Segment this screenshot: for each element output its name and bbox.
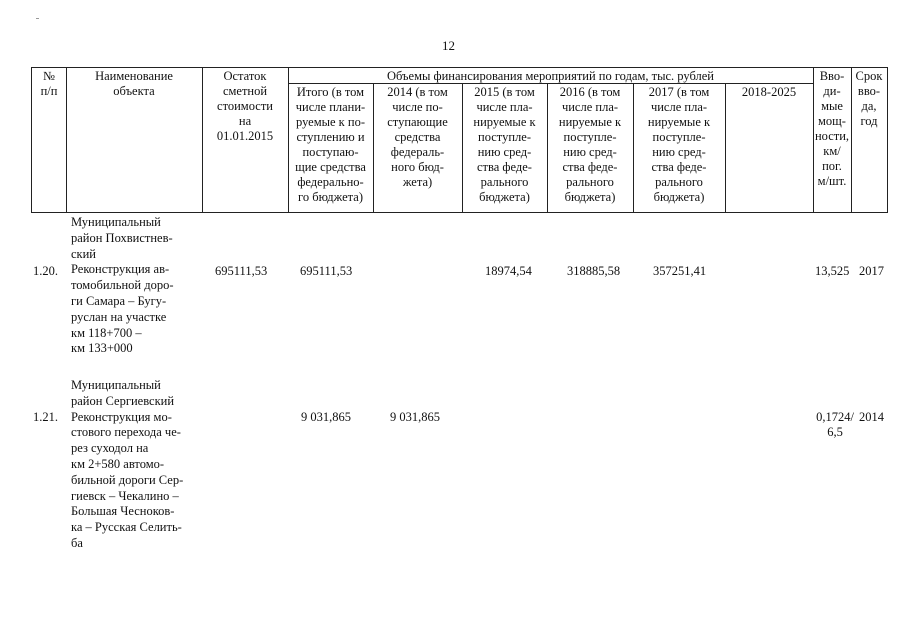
row-1-name: Муниципальный район Похвистнев- ский Реконструкция ав- томобильной доро- ги Самара – Бугу- руслан на участке км 118+700 – км 133+000 xyxy=(71,215,174,356)
scan-mark xyxy=(36,18,39,19)
row-2-total: 9 031,865 xyxy=(301,410,351,424)
col-divider xyxy=(887,67,888,213)
row-1-remainder: 695111,53 xyxy=(215,264,268,278)
header-2015: 2015 (в том числе пла- нируемые к поступле- нию сред- ства феде- рального бюджета) xyxy=(473,85,536,204)
header-deadline: Срок вво- да, год xyxy=(855,69,883,128)
header-capacity: Вво- ди- мые мощ- ности, км/ пог. м/шт. xyxy=(814,69,850,188)
row-1-num: 1.20. xyxy=(33,264,58,278)
header-top-border xyxy=(31,67,887,68)
row-1-capacity: 13,525 xyxy=(815,264,850,278)
row-2-capacity: 0,1724/ 6,5 xyxy=(816,410,854,439)
page-number: 12 xyxy=(442,38,455,53)
header-bottom-border xyxy=(31,212,887,213)
row-1-2015: 18974,54 xyxy=(485,264,532,278)
row-2-2014: 9 031,865 xyxy=(390,410,440,424)
header-2018-2025: 2018-2025 xyxy=(741,85,797,99)
row-2-name: Муниципальный район Сергиевский Реконструкция мо- стового перехода че- рез суходол на км 2+580 автомо- бильной дороги Сер- гиевск – Чекалино – Большая Чесноков- ка – Русская Селить- ба xyxy=(71,378,184,550)
header-name: Наименование объекта xyxy=(95,69,173,98)
header-financing-group: Объемы финансирования мероприятий по годам, тыс. рублей xyxy=(386,69,714,83)
row-1-2016: 318885,58 xyxy=(567,264,621,278)
col-divider xyxy=(725,83,726,213)
header-2016: 2016 (в том числе пла- нируемые к поступле- нию сред- ства феде- рального бюджета) xyxy=(558,85,622,204)
header-2014: 2014 (в том числе по- ступающие средства федераль- ного бюд- жета) xyxy=(387,85,448,189)
header-2017: 2017 (в том числе пла- нируемые к поступле- нию сред- ства феде- рального бюджета) xyxy=(647,85,711,204)
header-total: Итого (в том числе плани- руемые к по- ступлению и поступаю- щие средства федерально- го бюджета) xyxy=(295,85,366,204)
row-1-deadline: 2017 xyxy=(859,264,884,278)
row-2-deadline: 2014 xyxy=(859,410,884,424)
row-1-2017: 357251,41 xyxy=(653,264,707,278)
row-2-num: 1.21. xyxy=(33,410,58,424)
row-1-total: 695111,53 xyxy=(300,264,353,278)
header-remainder: Остаток сметной стоимости на 01.01.2015 xyxy=(216,69,274,143)
header-num: № п/п xyxy=(40,69,58,98)
